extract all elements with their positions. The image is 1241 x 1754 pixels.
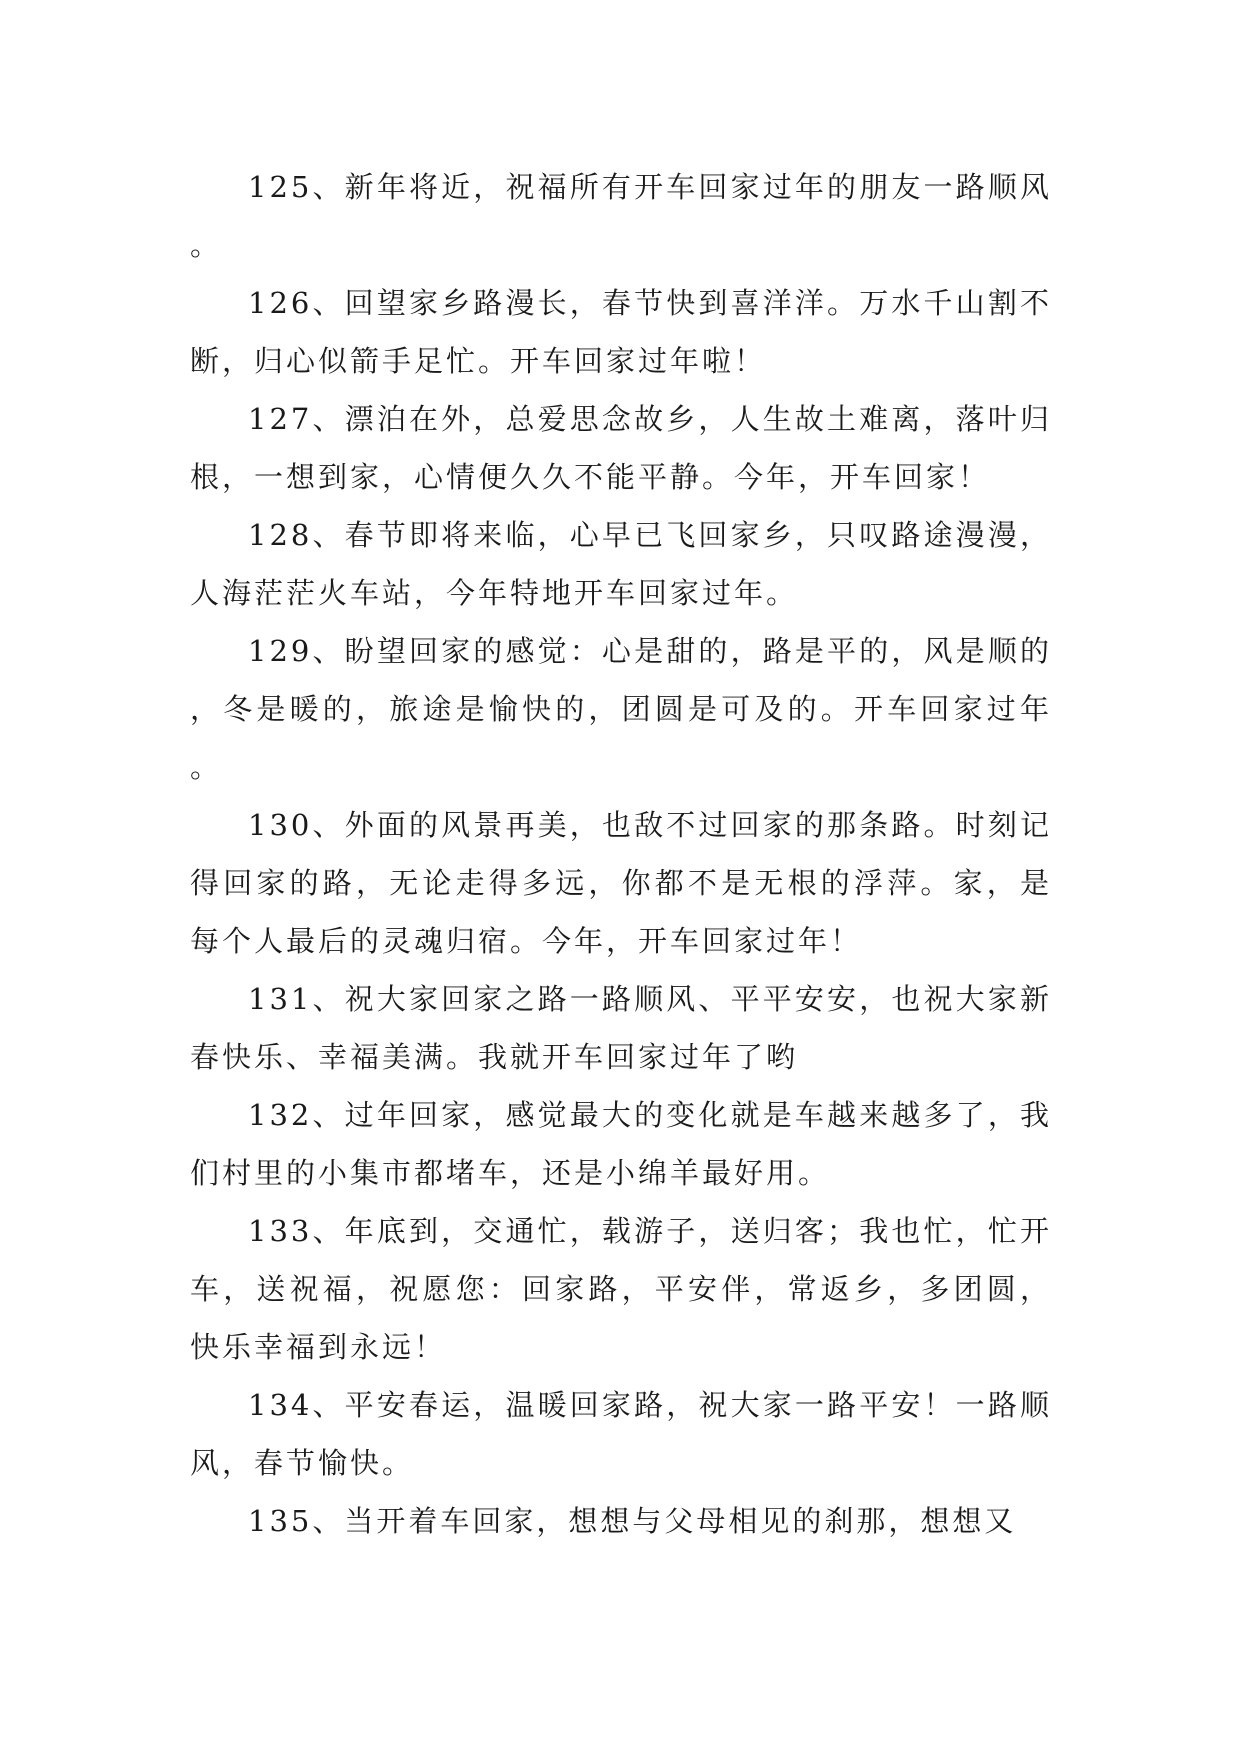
paragraph-132: 132、过年回家，感觉最大的变化就是车越来越多了，我们村里的小集市都堵车，还是小绵羊最好用。 [190,1098,1052,1190]
paragraph-126: 126、回望家乡路漫长，春节快到喜洋洋。万水千山割不断，归心似箭手足忙。开车回家过年啦！ [190,286,1052,378]
paragraph-125: 125、新年将近，祝福所有开车回家过年的朋友一路顺风。 [190,170,1052,262]
document-body [190,158,1052,1550]
paragraph-133: 133、年底到，交通忙，载游子，送归客；我也忙，忙开车，送祝福，祝愿您：回家路，平安伴，常返乡，多团圆，快乐幸福到永远！ [190,1214,1052,1364]
paragraph-128: 128、春节即将来临，心早已飞回家乡，只叹路途漫漫，人海茫茫火车站，今年特地开车回家过年。 [190,518,1052,610]
paragraph-131: 131、祝大家回家之路一路顺风、平平安安，也祝大家新春快乐、幸福美满。我就开车回家过年了哟 [190,982,1052,1074]
paragraph-134: 134、平安春运，温暖回家路，祝大家一路平安！一路顺风，春节愉快。 [190,1388,1052,1480]
paragraph-129: 129、盼望回家的感觉：心是甜的，路是平的，风是顺的，冬是暖的，旅途是愉快的，团圆是可及的。开车回家过年。 [190,634,1052,784]
paragraph-130: 130、外面的风景再美，也敌不过回家的那条路。时刻记得回家的路，无论走得多远，你都不是无根的浮萍。家，是每个人最后的灵魂归宿。今年，开车回家过年！ [190,808,1052,958]
paragraph-135: 135、当开着车回家，想想与父母相见的刹那，想想又 [248,1504,1017,1538]
paragraph-127: 127、漂泊在外，总爱思念故乡，人生故土难离，落叶归根，一想到家，心情便久久不能平静。今年，开车回家！ [190,402,1052,494]
